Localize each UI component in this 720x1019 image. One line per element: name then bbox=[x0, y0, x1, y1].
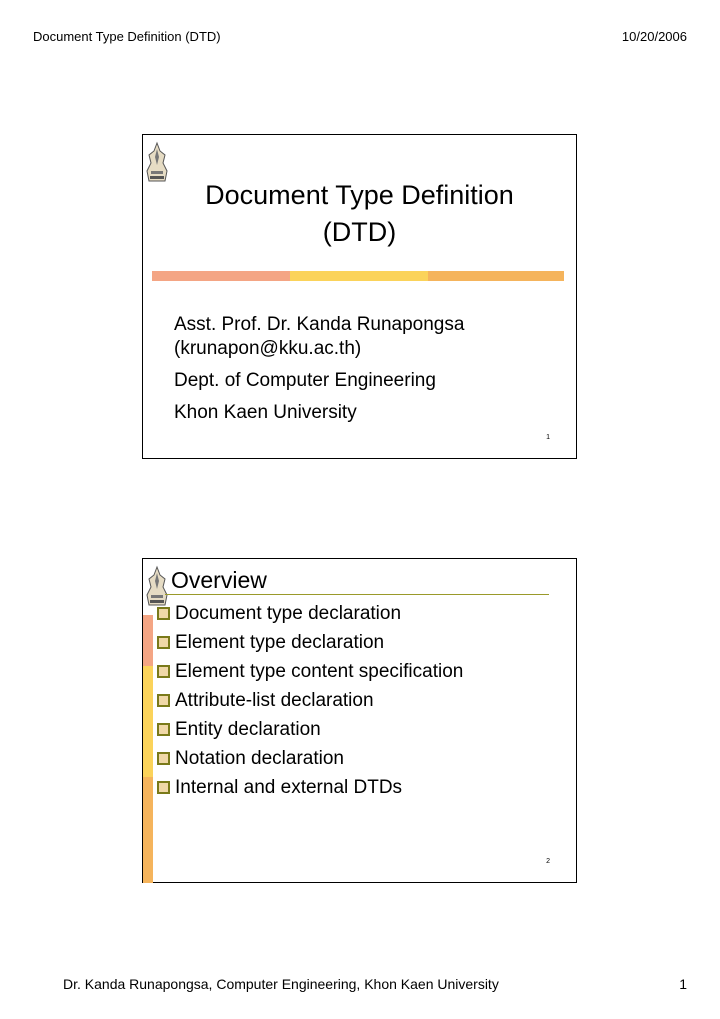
square-bullet-icon bbox=[157, 636, 170, 649]
list-item-text: Internal and external DTDs bbox=[175, 777, 403, 798]
list-item-text: Entity declaration bbox=[175, 719, 321, 740]
decorative-bar-3 bbox=[428, 271, 564, 281]
list-item bbox=[157, 657, 463, 686]
author-university: Khon Kaen University bbox=[174, 402, 357, 423]
square-bullet-icon bbox=[157, 781, 170, 794]
list-item bbox=[157, 686, 463, 715]
footer-credit: Dr. Kanda Runapongsa, Computer Engineering, Khon Kaen University bbox=[63, 976, 499, 992]
slide-page-number: 1 bbox=[546, 434, 550, 441]
square-bullet-icon bbox=[157, 607, 170, 620]
side-accent-bar-3 bbox=[143, 777, 153, 883]
list-item-text: Attribute-list declaration bbox=[175, 690, 374, 711]
footer-page-number: 1 bbox=[679, 976, 687, 992]
list-item-text: Element type declaration bbox=[175, 632, 385, 653]
side-accent-bar-2 bbox=[143, 666, 153, 777]
slide-page-number: 2 bbox=[546, 858, 550, 865]
slide-1 bbox=[142, 134, 577, 459]
square-bullet-icon bbox=[157, 694, 170, 707]
slide-title bbox=[173, 177, 546, 251]
square-bullet-icon bbox=[157, 752, 170, 765]
square-bullet-icon bbox=[157, 665, 170, 678]
slide-2 bbox=[142, 558, 577, 883]
author-department: Dept. of Computer Engineering bbox=[174, 370, 436, 391]
bullet-list bbox=[157, 599, 463, 802]
author-email: (krunapon@kku.ac.th) bbox=[174, 338, 362, 359]
header-date: 10/20/2006 bbox=[621, 29, 687, 44]
author-name: Asst. Prof. Dr. Kanda Runapongsa bbox=[174, 314, 465, 335]
list-item bbox=[157, 715, 463, 744]
title-underline bbox=[165, 594, 549, 595]
author-block bbox=[174, 313, 464, 425]
list-item-text: Element type content specification bbox=[175, 661, 464, 682]
university-seal-icon bbox=[145, 141, 169, 185]
decorative-bar-2 bbox=[290, 271, 428, 281]
slide-title-line-2: (DTD) bbox=[322, 217, 397, 247]
list-item bbox=[157, 744, 463, 773]
slide-title: Overview bbox=[171, 567, 267, 593]
header-title: Document Type Definition (DTD) bbox=[33, 29, 221, 44]
decorative-bar-1 bbox=[152, 271, 290, 281]
list-item-text: Document type declaration bbox=[175, 603, 402, 624]
list-item-text: Notation declaration bbox=[175, 748, 344, 769]
list-item bbox=[157, 773, 463, 802]
square-bullet-icon bbox=[157, 723, 170, 736]
side-accent-bar-1 bbox=[143, 615, 153, 666]
list-item bbox=[157, 628, 463, 657]
list-item bbox=[157, 599, 463, 628]
slide-title-line-1: Document Type Definition bbox=[205, 180, 514, 210]
